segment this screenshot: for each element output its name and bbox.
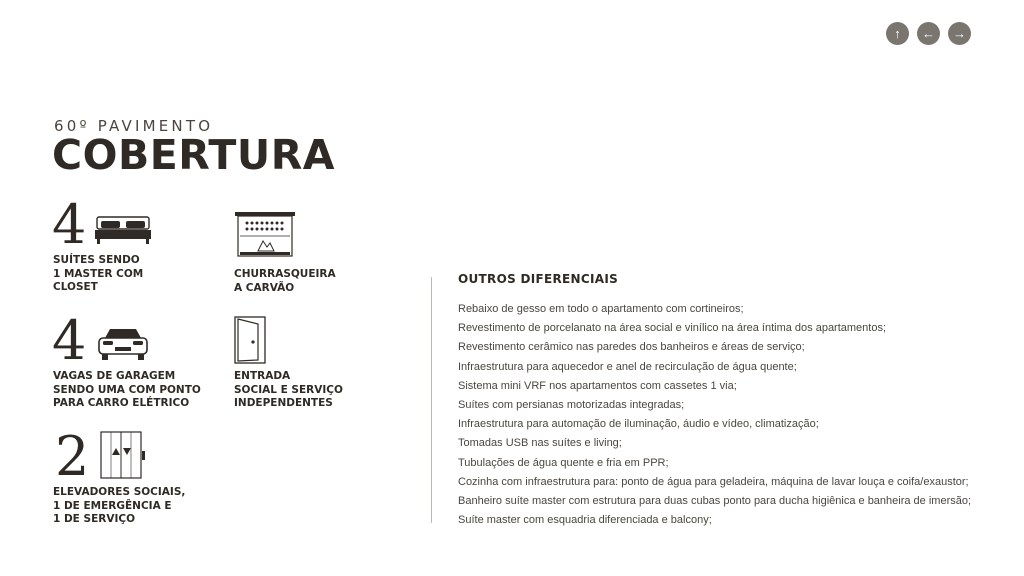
- elevadores-number: 2: [55, 425, 90, 488]
- arrow-left-icon: ←: [922, 26, 935, 41]
- churrasqueira-label: CHURRASQUEIRA A CARVÃO: [234, 268, 336, 294]
- list-item: Tomadas USB nas suítes e living;: [458, 437, 622, 450]
- list-item: Tubulações de água quente e fria em PPR;: [458, 456, 669, 469]
- list-item: Infraestrutura para aquecedor e anel de recirculação de água quente;: [458, 360, 797, 373]
- list-item: Infraestrutura para automação de iluminação, áudio e vídeo, climatização;: [458, 418, 819, 431]
- list-item: Cozinha com infraestrutura para: ponto de água para geladeira, máquina de lavar louça e coifa/exaustor;: [458, 475, 969, 488]
- nav-buttons: [886, 22, 971, 45]
- diferenciais-list: [458, 300, 971, 530]
- vertical-divider: [431, 277, 432, 523]
- entrada-label: ENTRADA SOCIAL E SERVIÇO INDEPENDENTES: [234, 370, 343, 409]
- vagas-label: VAGAS DE GARAGEM SENDO UMA COM PONTO PARA CARRO ELÉTRICO: [53, 370, 201, 409]
- forward-arrow-button[interactable]: [948, 22, 971, 45]
- back-arrow-button[interactable]: [917, 22, 940, 45]
- car-icon: [97, 326, 149, 362]
- suites-label: SUÍTES SENDO 1 MASTER COM CLOSET: [53, 254, 144, 293]
- list-item: Revestimento cerâmico nas paredes dos banheiros e áreas de serviço;: [458, 341, 805, 354]
- door-icon: [234, 316, 266, 364]
- elevator-icon: [100, 431, 146, 479]
- grill-icon: [234, 211, 296, 259]
- diferenciais-title: OUTROS DIFERENCIAIS: [458, 272, 619, 286]
- suites-number: 4: [52, 193, 87, 256]
- up-arrow-button[interactable]: [886, 22, 909, 45]
- list-item: Sistema mini VRF nos apartamentos com cassetes 1 via;: [458, 379, 737, 392]
- vagas-number: 4: [52, 309, 87, 372]
- arrow-right-icon: →: [953, 26, 966, 41]
- floor-subtitle: 60º PAVIMENTO: [54, 117, 214, 135]
- list-item: Revestimento de porcelanato na área social e vinílico na área íntima dos apartamentos;: [458, 322, 887, 335]
- list-item: Suíte master com esquadria diferenciada e balcony;: [458, 514, 712, 527]
- page-title: COBERTURA: [52, 131, 335, 179]
- arrow-up-icon: ↑: [894, 26, 901, 41]
- bed-icon: [94, 214, 152, 246]
- list-item: Banheiro suíte master com estrutura para duas cubas ponto para ducha higiênica e banheira de imersão;: [458, 495, 972, 508]
- elevadores-label: ELEVADORES SOCIAIS, 1 DE EMERGÊNCIA E 1 DE SERVIÇO: [53, 486, 186, 525]
- list-item: Suítes com persianas motorizadas integradas;: [458, 399, 685, 412]
- list-item: Rebaixo de gesso em todo o apartamento com cortineiros;: [458, 303, 744, 315]
